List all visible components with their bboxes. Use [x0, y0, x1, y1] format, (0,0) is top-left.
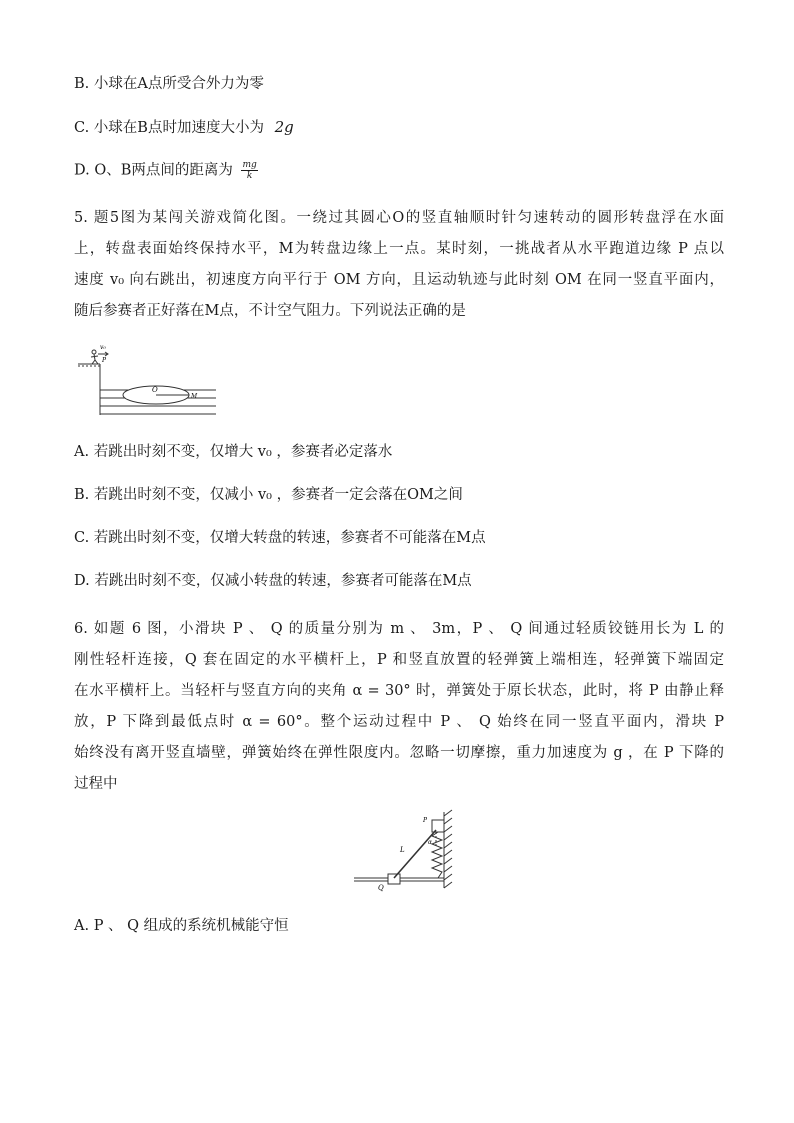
fig6-label-alpha: α — [428, 839, 433, 846]
q6-stem-line: 在水平横杆上。当轻杆与竖直方向的夹角 α = 30° 时，弹簧处于原长状态，此时，将 P 由静止释 — [74, 683, 724, 699]
q5-stem-line: 随后参赛者正好落在M点，不计空气阻力。下列说法正确的是 — [74, 303, 466, 319]
fig5-label-m: M — [191, 393, 198, 400]
fig6-label-l: L — [400, 846, 405, 854]
fig5-label-p: P — [102, 357, 107, 364]
q6-stem-line: 刚性轻杆连接，Q 套在固定的水平横杆上，P 和竖直放置的轻弹簧上端相连，轻弹簧下端固定 — [74, 652, 724, 668]
q6-option-a: A. P 、 Q 组成的系统机械能守恒 — [74, 918, 289, 934]
q5-stem-line: 速度 v₀ 向右跳出，初速度方向平行于 OM 方向，且运动轨迹与此时刻 OM 在同一竖直平面内， — [74, 272, 724, 288]
q5-option-c: C. 若跳出时刻不变，仅增大转盘的转速，参赛者不可能落在M点 — [74, 530, 486, 546]
q5-option-a: A. 若跳出时刻不变，仅增大 v₀ ，参赛者必定落水 — [74, 444, 393, 460]
q4-option-d — [74, 160, 258, 181]
q4-option-c-text: C. 小球在B点时加速度大小为 — [74, 120, 264, 136]
fig6-label-p: P — [423, 817, 428, 824]
q4-option-c — [74, 117, 294, 138]
q4-option-b: B. 小球在A点所受合外力为零 — [74, 76, 264, 92]
q6-figure — [352, 808, 462, 892]
q5-stem — [74, 203, 724, 327]
q5-option-b: B. 若跳出时刻不变，仅减小 v₀ ，参赛者一定会落在OM之间 — [74, 487, 463, 503]
q6-stem — [74, 614, 724, 800]
q6-stem-line: 放，P 下降到最低点时 α = 60°。整个运动过程中 P 、 Q 始终在同一竖直平面内，滑块 P — [74, 714, 724, 730]
q5-stem-line: 5. 题5图为某闯关游戏简化图。一绕过其圆心O的竖直轴顺时针匀速转动的圆形转盘浮在水面 — [74, 210, 724, 226]
q5-figure — [70, 340, 222, 418]
fig6-label-q: Q — [378, 884, 384, 892]
q5-option-d: D. 若跳出时刻不变，仅减小转盘的转速，参赛者可能落在M点 — [74, 573, 472, 589]
q6-stem-line: 6. 如题 6 图，小滑块 P 、 Q 的质量分别为 m 、 3m，P 、 Q 间通过轻质铰链用长为 L 的 — [74, 621, 724, 637]
fraction-numerator: mg — [242, 160, 257, 170]
q5-stem-line: 上，转盘表面始终保持水平，M为转盘边缘上一点。某时刻，一挑战者从水平跑道边缘 P 点以 — [74, 241, 724, 257]
q4-option-c-value: 2g — [274, 118, 294, 136]
q6-stem-line: 过程中 — [74, 776, 118, 792]
fig5-label-o: O — [152, 386, 158, 394]
q4-option-d-text: D. O、B两点间的距离为 — [74, 162, 233, 179]
fraction-denominator: k — [246, 171, 253, 181]
q4-option-d-fraction — [241, 160, 257, 181]
q6-stem-line: 始终没有离开竖直墙壁，弹簧始终在弹性限度内。忽略一切摩擦，重力加速度为 g ，在 P 下降的 — [74, 745, 724, 761]
fig5-label-v0: v₀ — [100, 344, 106, 351]
